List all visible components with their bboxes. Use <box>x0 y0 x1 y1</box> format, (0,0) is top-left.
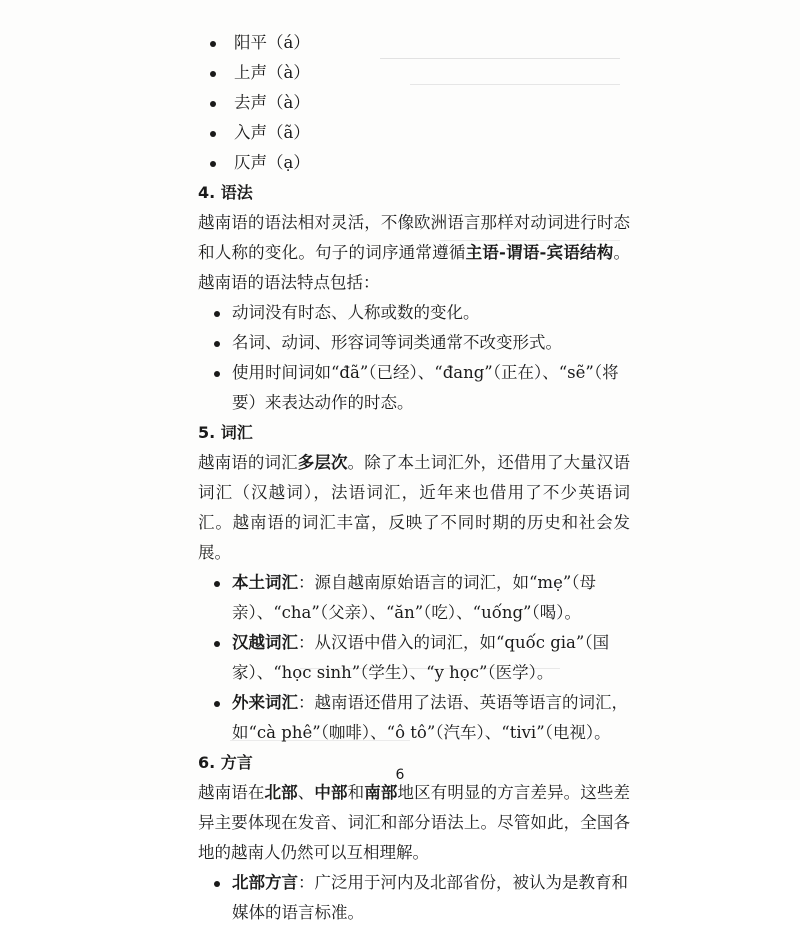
page-number: 6 <box>395 767 405 783</box>
vocabulary-list <box>198 568 630 748</box>
tone-item: 仄声（ạ） <box>198 148 630 178</box>
dialects-text: 越南语在 <box>198 783 265 802</box>
grammar-list <box>198 298 630 418</box>
tone-item: 去声（à） <box>198 88 630 118</box>
grammar-paragraph <box>198 208 630 298</box>
dialects-bold-term: 北部 <box>264 783 298 802</box>
grammar-item: 名词、动词、形容词等词类通常不改变形式。 <box>198 328 630 358</box>
dialects-desc: ：广泛用于河内及北部省份，被认为是教育和媒体的语言标准。 <box>232 873 628 922</box>
vocabulary-term: 汉越词汇 <box>232 633 298 652</box>
vocabulary-desc: ：越南语还借用了法语、英语等语言的词汇，如“cà phê”（咖啡）、“ô tô”（汽车）、“tivi”（电视）。 <box>232 693 628 742</box>
grammar-item: 使用时间词如“đã”（已经）、“đang”（正在）、“sẽ”（将要）来表达动作的时态。 <box>198 358 630 418</box>
dialects-bold-term: 南部 <box>364 783 398 802</box>
dialects-text: 、 <box>297 783 315 802</box>
dialects-paragraph <box>198 778 630 868</box>
section-heading-dialects: 6. 方言 <box>198 753 253 772</box>
grammar-text: 。越南语的语法特点包括： <box>198 243 631 292</box>
vocabulary-item <box>198 568 630 628</box>
vocabulary-desc: ：源自越南原始语言的词汇，如“mẹ”（母亲）、“cha”（父亲）、“ăn”（吃）、“uống”（喝）。 <box>232 573 597 622</box>
vocabulary-item <box>198 688 630 748</box>
grammar-item: 动词没有时态、人称或数的变化。 <box>198 298 630 328</box>
dialects-list <box>198 868 630 928</box>
dialects-text: 地区有明显的方言差异。这些差异主要体现在发音、词汇和部分语法上。尽管如此，全国各地的越南人仍然可以互相理解。 <box>198 783 631 862</box>
vocabulary-bold-term: 多层次 <box>297 453 348 472</box>
dialects-text: 和 <box>347 783 365 802</box>
vocabulary-desc: ：从汉语中借入的词汇，如“quốc gia”（国家）、“học sinh”（学生）、“y học”（医学）。 <box>232 633 610 682</box>
tone-list <box>198 28 630 178</box>
tone-item: 阳平（á） <box>198 28 630 58</box>
tone-item: 上声（à） <box>198 58 630 88</box>
section-heading-vocabulary: 5. 词汇 <box>198 423 253 442</box>
section-heading-grammar: 4. 语法 <box>198 183 253 202</box>
grammar-bold-term: 主语-谓语-宾语结构 <box>465 243 614 262</box>
page-content <box>198 28 630 928</box>
vocabulary-term: 外来词汇 <box>232 693 298 712</box>
vocabulary-term: 本土词汇 <box>232 573 298 592</box>
dialects-item <box>198 868 630 928</box>
dialects-term: 北部方言 <box>232 873 298 892</box>
grammar-text: 越南语的语法相对灵活，不像欧洲语言那样对动词进行时态和人称的变化。句子的词序通常遵循 <box>198 213 630 262</box>
dialects-bold-term: 中部 <box>314 783 348 802</box>
vocabulary-item <box>198 628 630 688</box>
vocabulary-text: 。除了本土词汇外，还借用了大量汉语词汇（汉越词），法语词汇，近年来也借用了不少英语词汇。越南语的词汇丰富，反映了不同时期的历史和社会发展。 <box>198 453 631 562</box>
tone-item: 入声（ã） <box>198 118 630 148</box>
vocabulary-paragraph <box>198 448 630 568</box>
vocabulary-text: 越南语的词汇 <box>198 453 298 472</box>
